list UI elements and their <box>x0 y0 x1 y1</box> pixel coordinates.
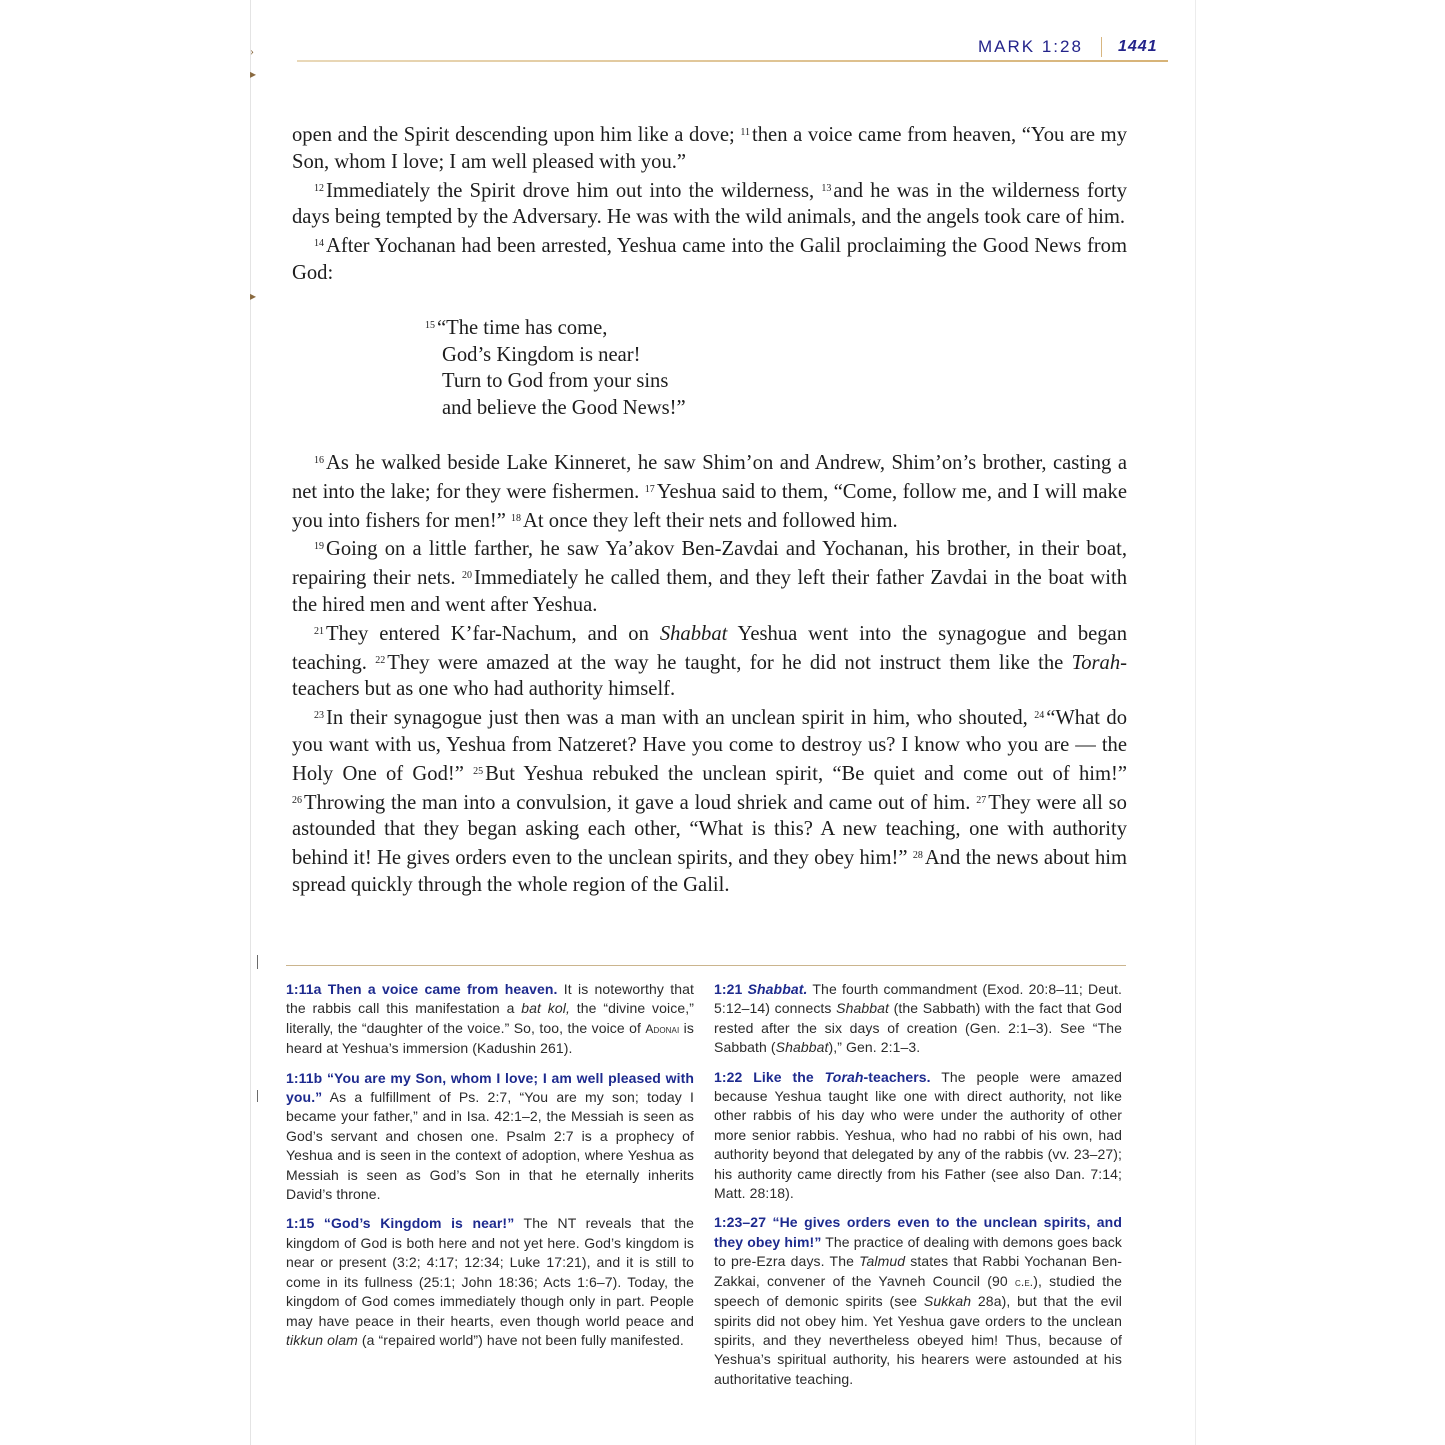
notes-column-right <box>714 980 1122 1399</box>
paragraph: $^{21}$They entered K’far-Nachum, and on Shabbat Yeshua went into the synagogue and began teaching. $^{22}$They were amazed at the way he taught, for he did not instruct them like the Torah-teachers but as one who had authority himself. <box>292 622 1127 701</box>
verse-number: 14 <box>314 238 324 250</box>
gutter-mark: ▸ <box>250 289 257 303</box>
note-lead: 1:21 <box>714 981 748 997</box>
note-lead: 1:23–27 “He gives orders even to the unclean spirits, and they obey him!” <box>714 1214 1122 1250</box>
paragraph: $^{23}$In their synagogue just then was a man with an unclean spirit in him, who shouted, $^{24}$“What do you want with us, Yeshua from Natzeret? Have you come to destroy us? I know who you are — the Holy One of God!” $^{25}$But Yeshua rebuked the unclean spirit, “Be quiet and come out of him!” $^{26}$Throwing the man into a convulsion, it gave a loud shriek and came out of him. $^{27}$They were all so astounded that they began asking each other, “What is this? A new teaching, one with authority behind it! He gives orders even to the unclean spirits, and they obey him!” $^{28}$And the news about him spread quickly through the whole region of the Galil. <box>292 707 1127 896</box>
gutter-mark: › <box>250 44 254 58</box>
verse-number: 25 <box>473 765 484 777</box>
verse-number: 16 <box>314 454 324 466</box>
verse-number: 12 <box>314 182 324 194</box>
poem-line: and believe the Good News!” <box>442 397 686 420</box>
study-note: 1:11a Then a voice came from heaven. It is noteworthy that the rabbis call this manifestation a bat kol, the “divine voice,” literally, the “daughter of the voice.” So, too, the voice of Adonai is heard at Yeshua’s immersion (Kadushin 261). <box>286 981 694 1057</box>
note-lead: 1:15 “God’s Kingdom is near!” <box>286 1215 515 1232</box>
page-number: 1441 <box>1117 38 1158 55</box>
poem-line: Turn to God from your sins <box>442 370 669 393</box>
verse-number: 26 <box>292 794 302 806</box>
verse-number: 19 <box>314 541 324 553</box>
gutter-bar <box>257 1090 258 1102</box>
verse-number: 11 <box>740 127 751 138</box>
paragraph: $^{16}$As he walked beside Lake Kinneret, he saw Shim’on and Andrew, Shim’on’s brother, casting a net into the lake; for they were fishermen. $^{17}$Yeshua said to them, “Come, follow me, and I will make you into fishers for men!” $^{18}$At once they left their nets and followed him. <box>292 451 1127 532</box>
study-note: 1:15 “God’s Kingdom is near!” The NT reveals that the kingdom of God is both here and not yet here. God’s kingdom is near or present (3:2; 4:17; 12:34; Luke 17:21), and it is still to come in its fullness (25:1; John 18:36; Acts 1:6–7). Today, the kingdom of God comes immediately though only in part. People may have peace in their hearts, even though world peace and tikkun olam (a “repaired world”) have not been fully manifested. <box>286 1215 694 1348</box>
poetry-block <box>425 313 1127 422</box>
header-rule <box>297 60 1168 62</box>
verse-number: 20 <box>462 570 473 582</box>
note-lead: 1:22 Like the <box>714 1068 825 1085</box>
paragraph: $^{12}$Immediately the Spirit drove him out into the wilderness, $^{13}$and he was in the wilderness forty days being tempted by the Adversary. He was with the wild animals, and the angels took care of him. <box>292 179 1127 229</box>
paragraph: $^{19}$Going on a little farther, he saw Ya’akov Ben-Zavdai and Yochanan, his brother, in their boat, repairing their nets. $^{20}$Immediately he called them, and they left their father Zavdai in the boat with the hired men and went after Yeshua. <box>292 538 1127 616</box>
verse-number: 18 <box>511 512 522 524</box>
verse-number: 27 <box>976 794 987 806</box>
running-head <box>978 36 1158 58</box>
verse-number: 23 <box>314 710 324 722</box>
gutter-bar <box>257 955 258 969</box>
paragraph: open and the Spirit descending upon him like a dove; $^{11}$then a voice came from heaven, “You are my Son, whom I love; I am well pleased with you.” <box>292 124 1127 173</box>
paragraph: $^{14}$After Yochanan had been arrested, Yeshua came into the Galil proclaiming the Good News from God: <box>292 235 1127 284</box>
study-note: 1:22 Like the Torah-teachers. The people were amazed because Yeshua taught like one with direct authority, not like other rabbis of his day who were under the authority of other more senior rabbis. Yeshua, who had no rabbi of his own, had authority beyond that delegated by any of the rabbis (vv. 23–27); his authority came directly from his Father (see also Dan. 7:14; Matt. 28:18). <box>714 1068 1123 1202</box>
header-divider <box>1101 37 1102 57</box>
running-title: MARK 1:28 <box>978 37 1083 56</box>
poem-line: $^{15}$“The time has come, <box>425 316 608 339</box>
verse-number: 28 <box>912 850 923 862</box>
study-note: 1:11b “You are my Son, whom I love; I am well pleased with you.” As a fulfillment of Ps. 2:7, “You are my son; today I became your father,” and in Isa. 42:1–2, the Messiah is seen as God’s servant and chosen one. Psalm 2:7 is a prophecy of Yeshua and is seen in the context of adoption, where Yeshua as Messiah is seen as God’s Son in that he eternally inherits David’s throne. <box>286 1069 694 1203</box>
scripture-text <box>292 120 1127 899</box>
verse-number: 17 <box>644 483 655 495</box>
study-note: 1:21 Shabbat. The fourth commandment (Exod. 20:8–11; Deut. 5:12–14) connects Shabbat (the Sabbath) with the fact that God rested after the six days of creation (Gen. 2:1–3). See “The Sabbath (Shabbat),” Gen. 2:1–3. <box>714 981 1122 1056</box>
verse-number: 24 <box>1034 710 1045 722</box>
note-lead: 1:11a Then a voice came from heaven. <box>286 981 558 997</box>
poem-line: God’s Kingdom is near! <box>442 343 641 366</box>
gutter-mark: ▸ <box>250 67 257 81</box>
note-lead: 1:11b “You are my Son, whom I love; I am well pleased with you.” <box>286 1069 694 1106</box>
verse-number: 15 <box>425 319 435 331</box>
verse-number: 13 <box>821 182 832 194</box>
notes-rule <box>286 965 1126 966</box>
verse-number: 21 <box>314 625 324 637</box>
notes-column-left <box>286 980 694 1360</box>
study-note: 1:23–27 “He gives orders even to the unclean spirits, and they obey him!” The practice of dealing with demons goes back to pre-Ezra days. The Talmud states that Rabbi Yochanan Ben-Zakkai, convener of the Yavneh Council (90 c.e.), studied the speech of demonic spirits (see Sukkah 28a), but that the evil spirits did not obey him. Yet Yeshua gave orders to the unclean spirits, and they nevertheless obeyed him! Thus, because of Yeshua’s spiritual authority, his hearers were astounded at his authoritative teaching. <box>714 1214 1122 1387</box>
verse-number: 22 <box>375 654 386 666</box>
